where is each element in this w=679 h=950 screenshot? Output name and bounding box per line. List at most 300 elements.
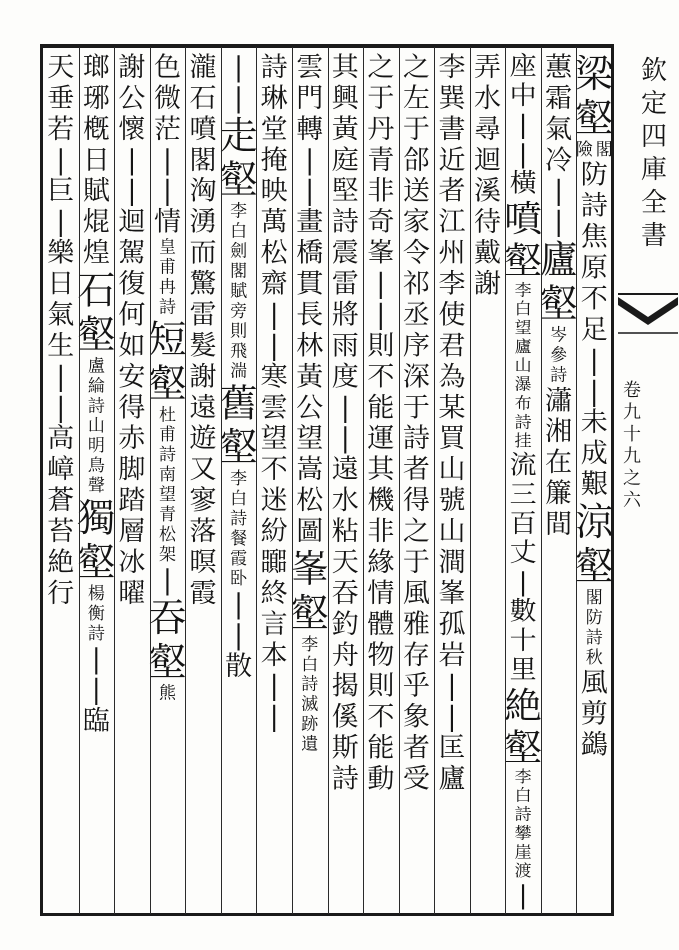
text-char: 復 <box>118 268 146 300</box>
text-char: 度 <box>331 361 359 393</box>
text-char: 垂 <box>47 82 75 114</box>
text-char: 其 <box>331 52 359 83</box>
text-char: 洶 <box>189 175 217 207</box>
text-char: 風 <box>402 577 430 609</box>
text-char: 于 <box>367 82 395 114</box>
text-char: 斯 <box>331 732 359 764</box>
text-char: 州 <box>438 237 466 269</box>
text-char: | <box>91 643 101 675</box>
annotation-char: 詩 <box>87 396 105 417</box>
text-char: 水 <box>331 485 359 517</box>
headword-char: 壑 <box>504 239 543 282</box>
text-char: 日 <box>82 144 110 176</box>
text-char: 其 <box>367 454 395 486</box>
headword-char: 壑 <box>77 540 116 584</box>
text-char: 百 <box>509 509 537 539</box>
text-char: 郃 <box>402 144 430 176</box>
annotation-char: 閣 <box>595 139 613 160</box>
annotation-char: 岑 <box>550 325 568 346</box>
margin-juan-number <box>620 380 644 512</box>
headword-char: 壑 <box>219 157 258 202</box>
text-char: 雅 <box>402 608 430 640</box>
text-char: 賦 <box>82 175 110 207</box>
text-char: 體 <box>367 608 395 640</box>
annotation-char: 飛 <box>230 341 248 362</box>
annotation-char: 賦 <box>230 281 248 302</box>
text-char: 非 <box>367 516 395 548</box>
text-char: 原 <box>580 252 608 284</box>
text-char: 釣 <box>331 608 359 640</box>
text-char: 丹 <box>367 113 395 145</box>
headword-char: 壑 <box>575 544 614 588</box>
text-char: 運 <box>367 423 395 455</box>
text-char: 簾 <box>545 478 573 510</box>
text-char: 能 <box>367 392 395 424</box>
annotation-char: 望 <box>514 318 532 338</box>
text-char: 匡 <box>438 732 466 764</box>
text-char: 非 <box>367 175 395 207</box>
text-char: 能 <box>367 732 395 764</box>
text-char: 松 <box>260 237 288 269</box>
text-char: 迴 <box>118 206 146 238</box>
annotation-char: 詩 <box>158 445 176 466</box>
annotation-char: 甫 <box>158 257 176 278</box>
text-char: 黃 <box>296 361 324 393</box>
text-char: | <box>234 82 244 114</box>
text-char: 左 <box>402 82 430 114</box>
text-char: 深 <box>402 361 430 393</box>
margin-title-char: 書 <box>640 221 667 251</box>
text-char: 蕙 <box>545 52 573 83</box>
headword-char: 噴 <box>504 198 543 240</box>
text-char: 未 <box>580 407 608 439</box>
annotation-char: 聲 <box>87 476 105 497</box>
text-char: | <box>340 423 350 455</box>
text-char: 機 <box>367 485 395 517</box>
annotation-char: 綸 <box>87 376 105 397</box>
text-char: 之 <box>402 52 430 83</box>
text-char: | <box>518 880 528 911</box>
text-char: 十 <box>509 626 537 656</box>
text-char: 湘 <box>545 416 573 448</box>
margin-title-char: 全 <box>640 188 667 218</box>
text-char: 不 <box>367 701 395 733</box>
text-char: 之 <box>367 52 395 83</box>
text-char: 詩 <box>260 52 288 83</box>
text-char: 待 <box>474 206 502 238</box>
fishtail-mark-icon <box>616 293 679 353</box>
annotation-char: 李 <box>230 201 248 222</box>
text-char: 圖 <box>296 516 324 548</box>
text-char: 巨 <box>47 175 75 207</box>
annotation-char: 閣 <box>585 587 603 608</box>
text-char: 于 <box>402 392 430 424</box>
annotation-char: 甫 <box>158 425 176 446</box>
text-char: 使 <box>438 299 466 331</box>
text-char: 落 <box>189 516 217 548</box>
text-char: | <box>269 299 279 331</box>
text-char: 則 <box>367 670 395 702</box>
text-char: 家 <box>402 206 430 238</box>
annotation-char: 白 <box>230 489 248 510</box>
text-char: 駕 <box>118 237 146 269</box>
annotation-char: 青 <box>158 505 176 526</box>
text-char: 轉 <box>296 113 324 145</box>
margin-title-char: 欽 <box>640 56 667 86</box>
text-char: 氣 <box>545 113 573 145</box>
text-char: 雲 <box>260 392 288 424</box>
annotation-char: 防 <box>585 607 603 628</box>
text-char: 李 <box>438 268 466 300</box>
annotation-char: 南 <box>158 465 176 486</box>
text-char: 微 <box>153 82 181 114</box>
annotation-char: 渡 <box>514 862 532 881</box>
text-char: | <box>518 567 528 598</box>
text-char: | <box>234 52 244 83</box>
text-char: 瑯 <box>82 52 110 83</box>
text-char: 不 <box>367 361 395 393</box>
text-char: 雷 <box>189 299 217 331</box>
text-char: 層 <box>118 516 146 548</box>
text-char: 氣 <box>47 299 75 331</box>
text-char: 剪 <box>580 698 608 730</box>
text-char: 峯 <box>438 577 466 609</box>
text-char: 公 <box>118 82 146 114</box>
text-char: 得 <box>118 392 146 424</box>
text-char: 數 <box>509 597 537 627</box>
text-char: 松 <box>296 485 324 517</box>
annotation-char: 熊 <box>158 683 176 704</box>
text-char: 舟 <box>331 639 359 671</box>
annotation-char: 望 <box>158 485 176 506</box>
annotation-char: 布 <box>514 394 532 414</box>
text-char: 茫 <box>153 113 181 145</box>
annotation-char: 攀 <box>514 824 532 844</box>
text-char: 紛 <box>260 516 288 548</box>
text-char: 嚻 <box>260 547 288 578</box>
text-char: 脚 <box>118 454 146 486</box>
text-char: | <box>162 175 173 207</box>
text-char: 堂 <box>260 113 288 145</box>
text-char: 踏 <box>118 485 146 517</box>
annotation-char: 廬 <box>514 337 532 357</box>
text-char: 言 <box>260 608 288 640</box>
text-char: 峯 <box>367 237 395 269</box>
text-char: | <box>447 701 457 733</box>
text-char: 曜 <box>118 577 146 609</box>
text-char: | <box>554 206 564 238</box>
text-char: 石 <box>189 82 217 114</box>
text-char: 瀟 <box>545 385 573 417</box>
text-char: 望 <box>296 423 324 455</box>
text-char: 終 <box>260 577 288 609</box>
text-char: 廬 <box>438 763 466 795</box>
annotation-char: 詩 <box>301 674 319 695</box>
text-char: 林 <box>296 330 324 362</box>
text-char: 煌 <box>82 237 110 269</box>
text-char: | <box>269 330 279 362</box>
headword-char: 短 <box>148 317 187 362</box>
text-char: 生 <box>47 330 75 362</box>
annotation-char: 山 <box>514 356 532 376</box>
text-char: 若 <box>47 113 75 145</box>
text-char: 遠 <box>189 392 217 424</box>
text-char: 書 <box>438 113 466 145</box>
text-char: 乎 <box>402 670 430 702</box>
text-char: 而 <box>189 237 217 269</box>
text-char: 長 <box>296 299 324 331</box>
text-char: 安 <box>118 361 146 393</box>
annotation-char: 劍 <box>230 241 248 262</box>
text-char: 將 <box>331 299 359 331</box>
text-char: 孤 <box>438 608 466 640</box>
annotation-char: 霞 <box>230 549 248 569</box>
text-char: 門 <box>296 82 324 114</box>
text-char: 日 <box>47 268 75 300</box>
annotation-char: 則 <box>230 321 248 342</box>
headword-char: 涼 <box>575 500 614 545</box>
text-char: 近 <box>438 144 466 176</box>
margin-title-char: 四 <box>640 122 667 152</box>
text-char: | <box>234 619 244 651</box>
text-char: 震 <box>331 237 359 269</box>
headword-char: 峯 <box>290 547 329 591</box>
text-char: 為 <box>438 361 466 393</box>
text-char: 揭 <box>331 670 359 702</box>
margin-juan-char: 九 <box>623 446 641 467</box>
headword-char: 壑 <box>219 425 258 470</box>
annotation-char: 滅 <box>301 694 319 715</box>
text-char: 弄 <box>474 52 502 83</box>
text-char: 緣 <box>367 547 395 578</box>
text-char: 冷 <box>545 144 573 176</box>
text-char: | <box>376 268 386 300</box>
text-char: 于 <box>402 547 430 578</box>
text-char: 象 <box>402 701 430 733</box>
headword-char: 走 <box>219 113 258 158</box>
text-char: 戴 <box>474 237 502 269</box>
text-char: | <box>269 670 279 702</box>
annotation-char: 湍 <box>230 361 248 382</box>
text-char: 庭 <box>331 144 359 176</box>
text-char: 防 <box>580 159 608 191</box>
text-char: 畫 <box>296 206 324 238</box>
text-column <box>40 52 82 910</box>
text-char: 溪 <box>474 175 502 207</box>
annotation-char: 瀑 <box>514 375 532 395</box>
headword-char: 壑 <box>290 590 329 635</box>
headword-char: 壑 <box>504 726 543 768</box>
text-char: 絶 <box>47 547 75 578</box>
annotation-char: 李 <box>230 469 248 490</box>
annotation-char: 鳥 <box>87 456 105 477</box>
text-char: 君 <box>438 330 466 362</box>
text-char: 瀧 <box>189 52 217 83</box>
text-char: 雨 <box>331 330 359 362</box>
annotation-char: 卧 <box>230 568 248 589</box>
text-char: 粘 <box>331 516 359 548</box>
annotation-char: 詩 <box>585 627 603 648</box>
text-char: 詩 <box>331 206 359 238</box>
headword-char: 壑 <box>148 361 187 406</box>
text-char: 送 <box>402 175 430 207</box>
text-char: 橫 <box>509 168 537 199</box>
text-char: 間 <box>545 509 573 541</box>
annotation-char: 楊 <box>87 583 105 604</box>
headword-char: 獨 <box>77 496 116 541</box>
text-char: | <box>162 144 173 176</box>
text-char: 行 <box>47 577 75 609</box>
text-char: 號 <box>438 485 466 517</box>
text-char: 閣 <box>189 144 217 176</box>
text-char: 受 <box>402 763 430 795</box>
annotation-char: 架 <box>158 545 176 565</box>
headword-char: 廬 <box>539 237 578 282</box>
text-char: 吞 <box>331 577 359 609</box>
text-char: 謝 <box>189 361 217 393</box>
text-char: 者 <box>438 175 466 207</box>
margin-juan-char: 十 <box>623 424 641 445</box>
text-char: | <box>162 564 173 596</box>
annotation-char: 白 <box>301 654 319 675</box>
text-char: | <box>56 206 66 238</box>
text-char: 遊 <box>189 423 217 455</box>
text-char: | <box>447 670 457 702</box>
text-char: 何 <box>118 299 146 331</box>
text-char: 橋 <box>296 237 324 269</box>
text-char: 嶂 <box>47 454 75 486</box>
text-char: 寥 <box>189 485 217 517</box>
annotation-char: 杜 <box>158 405 176 426</box>
annotation-char: 詩 <box>230 509 248 530</box>
text-char: 詩 <box>580 190 608 222</box>
text-char: 驚 <box>189 268 217 300</box>
text-char: 霜 <box>545 82 573 114</box>
text-char: | <box>269 701 279 733</box>
text-char: | <box>91 674 101 706</box>
annotation-char: 李 <box>514 767 532 787</box>
text-char: 者 <box>402 732 430 764</box>
text-char: 雷 <box>331 268 359 300</box>
text-char: 艱 <box>580 469 608 501</box>
annotation-char: 李 <box>301 634 319 655</box>
headword-char: 吞 <box>148 595 187 640</box>
text-char: 琳 <box>260 82 288 114</box>
annotation-char: 白 <box>514 786 532 806</box>
headword-char: 壑 <box>575 95 614 140</box>
text-char: 霞 <box>189 577 217 609</box>
text-char: 望 <box>260 423 288 455</box>
annotation-char: 明 <box>87 436 105 457</box>
text-char: 冰 <box>118 547 146 578</box>
margin-juan-char: 卷 <box>623 380 641 401</box>
text-char: 散 <box>225 650 253 682</box>
text-char: 買 <box>438 423 466 455</box>
text-char: 丈 <box>509 538 537 568</box>
text-char: | <box>305 144 315 176</box>
annotation-char: 餐 <box>230 529 248 550</box>
text-char: | <box>554 175 564 207</box>
text-char: | <box>305 175 315 207</box>
text-char: 黃 <box>331 113 359 145</box>
annotation-char: 詩 <box>550 365 568 386</box>
text-char: | <box>376 299 386 331</box>
margin-title-char: 定 <box>640 89 667 119</box>
text-char: 焦 <box>580 221 608 253</box>
text-char: 得 <box>402 485 430 517</box>
text-char: 臨 <box>82 705 110 737</box>
text-char: | <box>56 361 66 393</box>
text-char: | <box>589 345 599 377</box>
text-char: 謝 <box>118 52 146 83</box>
text-char: 樂 <box>47 237 75 269</box>
text-char: 尋 <box>474 113 502 145</box>
text-char: | <box>518 110 528 140</box>
text-char: 槪 <box>82 113 110 145</box>
text-char: 水 <box>474 82 502 114</box>
annotation-char: 詩 <box>87 623 105 644</box>
text-char: 詩 <box>331 763 359 795</box>
text-char: 奇 <box>367 206 395 238</box>
text-char: 堅 <box>331 175 359 207</box>
text-char: 祁 <box>402 268 430 300</box>
text-char: 苔 <box>47 516 75 548</box>
annotation-char: 遺 <box>301 734 319 755</box>
text-char: 丞 <box>402 299 430 331</box>
annotation-char: 旁 <box>230 301 248 322</box>
text-char: 山 <box>438 516 466 548</box>
text-char: 江 <box>438 206 466 238</box>
headword-char: 壑 <box>77 312 116 357</box>
margin-juan-char: 九 <box>623 402 641 423</box>
double-line-annotation <box>574 140 614 160</box>
text-char: 寒 <box>260 361 288 393</box>
annotation-char: 白 <box>514 300 532 319</box>
text-char: 興 <box>331 82 359 114</box>
text-char: 謝 <box>474 268 502 300</box>
text-char: 風 <box>580 667 608 699</box>
text-char: 掩 <box>260 144 288 176</box>
text-char: 中 <box>509 81 537 111</box>
text-char: 天 <box>47 52 75 83</box>
text-char: 座 <box>509 52 537 82</box>
text-char: 映 <box>260 175 288 207</box>
annotation-char: 詩 <box>158 297 176 318</box>
text-char: 岩 <box>438 639 466 671</box>
text-char: 遠 <box>331 454 359 486</box>
annotation-char: 挂 <box>514 432 532 451</box>
annotation-char: 松 <box>158 525 176 546</box>
text-char: 動 <box>367 763 395 795</box>
text-char: 雲 <box>296 52 324 83</box>
headword-char: 絶 <box>504 684 543 727</box>
text-char: | <box>56 144 66 176</box>
margin-title-char: 庫 <box>640 155 667 185</box>
headword-char: 梁 <box>575 52 614 96</box>
text-char: 李 <box>438 52 466 83</box>
text-char: 焜 <box>82 206 110 238</box>
text-char: 流 <box>509 450 537 481</box>
text-char: 噴 <box>189 113 217 145</box>
text-char: 令 <box>402 237 430 269</box>
text-char: 蒼 <box>47 485 75 517</box>
text-char: 湧 <box>189 206 217 238</box>
text-char: 序 <box>402 330 430 362</box>
text-char: 于 <box>402 113 430 145</box>
text-char: 如 <box>118 330 146 362</box>
headword-char: 壑 <box>148 639 187 684</box>
margin-juan-char: 之 <box>623 468 641 489</box>
